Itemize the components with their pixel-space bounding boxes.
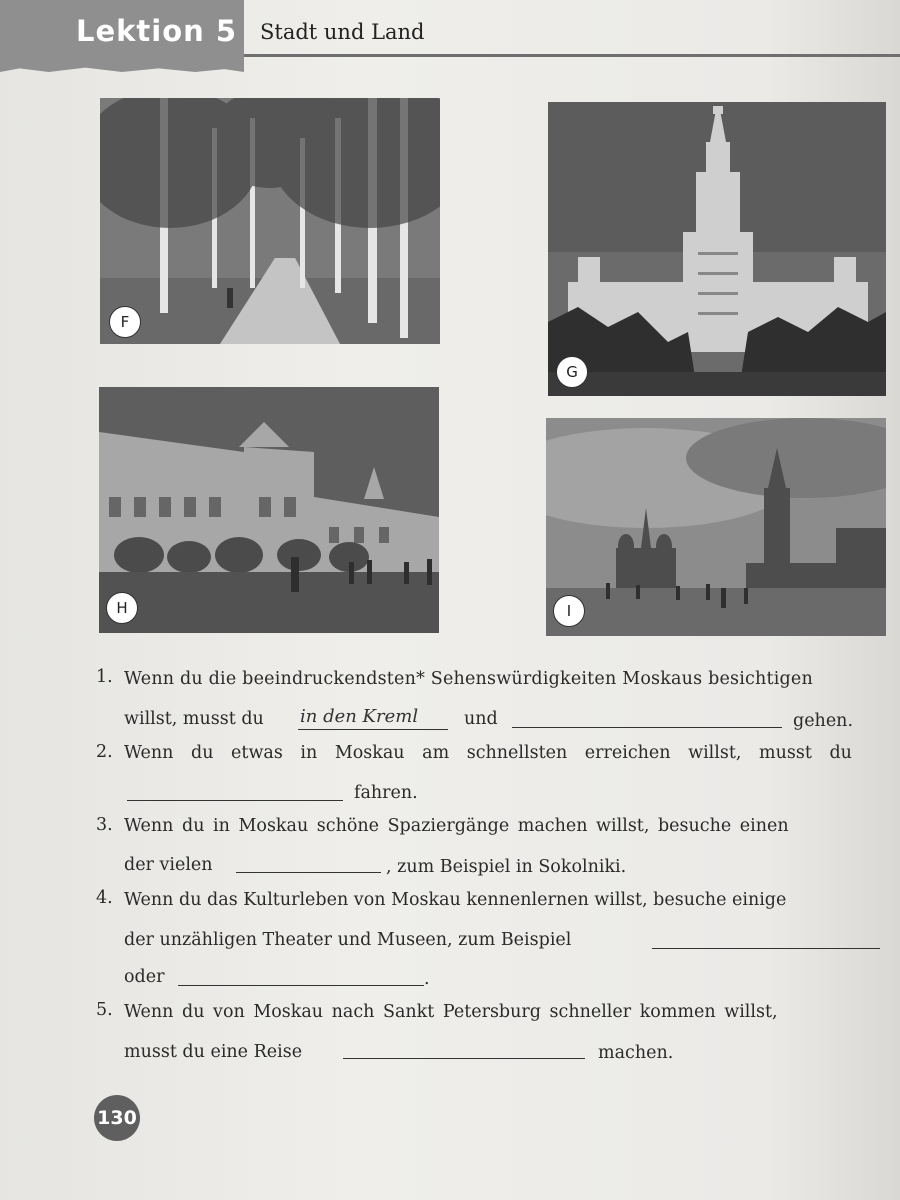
photo-i bbox=[546, 418, 886, 636]
photo-h bbox=[99, 387, 439, 633]
item-number: 4. bbox=[96, 888, 113, 908]
park-alley-icon bbox=[100, 98, 440, 344]
answer-blank[interactable] bbox=[236, 872, 381, 873]
photo-g bbox=[548, 102, 886, 396]
item-text: und bbox=[464, 709, 498, 729]
item-text: der vielen bbox=[124, 855, 213, 875]
item-text: oder bbox=[124, 967, 165, 987]
photo-label-f: F bbox=[109, 306, 141, 338]
item-text: Wenn du etwas in Moskau am schnellsten erreichen willst, musst du bbox=[124, 743, 852, 763]
answer-blank[interactable] bbox=[298, 729, 448, 730]
answer-blank[interactable] bbox=[652, 948, 880, 949]
answer-blank[interactable] bbox=[178, 985, 424, 986]
item-number: 5. bbox=[96, 1000, 113, 1020]
item-text: willst, musst du bbox=[124, 709, 264, 729]
answer-blank[interactable] bbox=[512, 727, 782, 728]
chapter-title: Stadt und Land bbox=[260, 20, 425, 44]
item-number: 3. bbox=[96, 815, 113, 835]
item-text: der unzähligen Theater und Museen, zum Beispiel bbox=[124, 930, 572, 950]
page-number: 130 bbox=[94, 1095, 140, 1141]
item-text: musst du eine Reise bbox=[124, 1042, 303, 1062]
item-text: . bbox=[424, 969, 430, 989]
answer-blank[interactable] bbox=[343, 1058, 585, 1059]
item-text: Wenn du die beeindruckendsten* Sehenswürdigkeiten Moskaus besichtigen bbox=[124, 669, 813, 689]
item-text: Wenn du von Moskau nach Sankt Petersburg schneller kommen willst, bbox=[124, 1002, 778, 1022]
university-tower-icon bbox=[548, 102, 886, 396]
photo-f bbox=[100, 98, 440, 344]
item-text: fahren. bbox=[354, 783, 418, 803]
item-text: , zum Beispiel in Sokolniki. bbox=[386, 857, 627, 877]
item-text: Wenn du in Moskau schöne Spaziergänge machen willst, besuche einen bbox=[124, 816, 789, 836]
photo-label-g: G bbox=[556, 356, 588, 388]
header-divider bbox=[244, 54, 900, 57]
department-store-icon bbox=[99, 387, 439, 633]
answer-blank[interactable] bbox=[127, 800, 343, 801]
red-square-icon bbox=[546, 418, 886, 636]
handwritten-answer: in den Kreml bbox=[300, 706, 419, 727]
item-number: 2. bbox=[96, 742, 113, 762]
item-number: 1. bbox=[96, 667, 113, 687]
item-text: machen. bbox=[598, 1043, 674, 1063]
item-text: Wenn du das Kulturleben von Moskau kennenlernen willst, besuche einige bbox=[124, 890, 787, 910]
lesson-label: Lektion 5 bbox=[76, 14, 238, 48]
item-text: gehen. bbox=[793, 711, 854, 731]
photo-label-i: I bbox=[553, 595, 585, 627]
photo-label-h: H bbox=[106, 592, 138, 624]
